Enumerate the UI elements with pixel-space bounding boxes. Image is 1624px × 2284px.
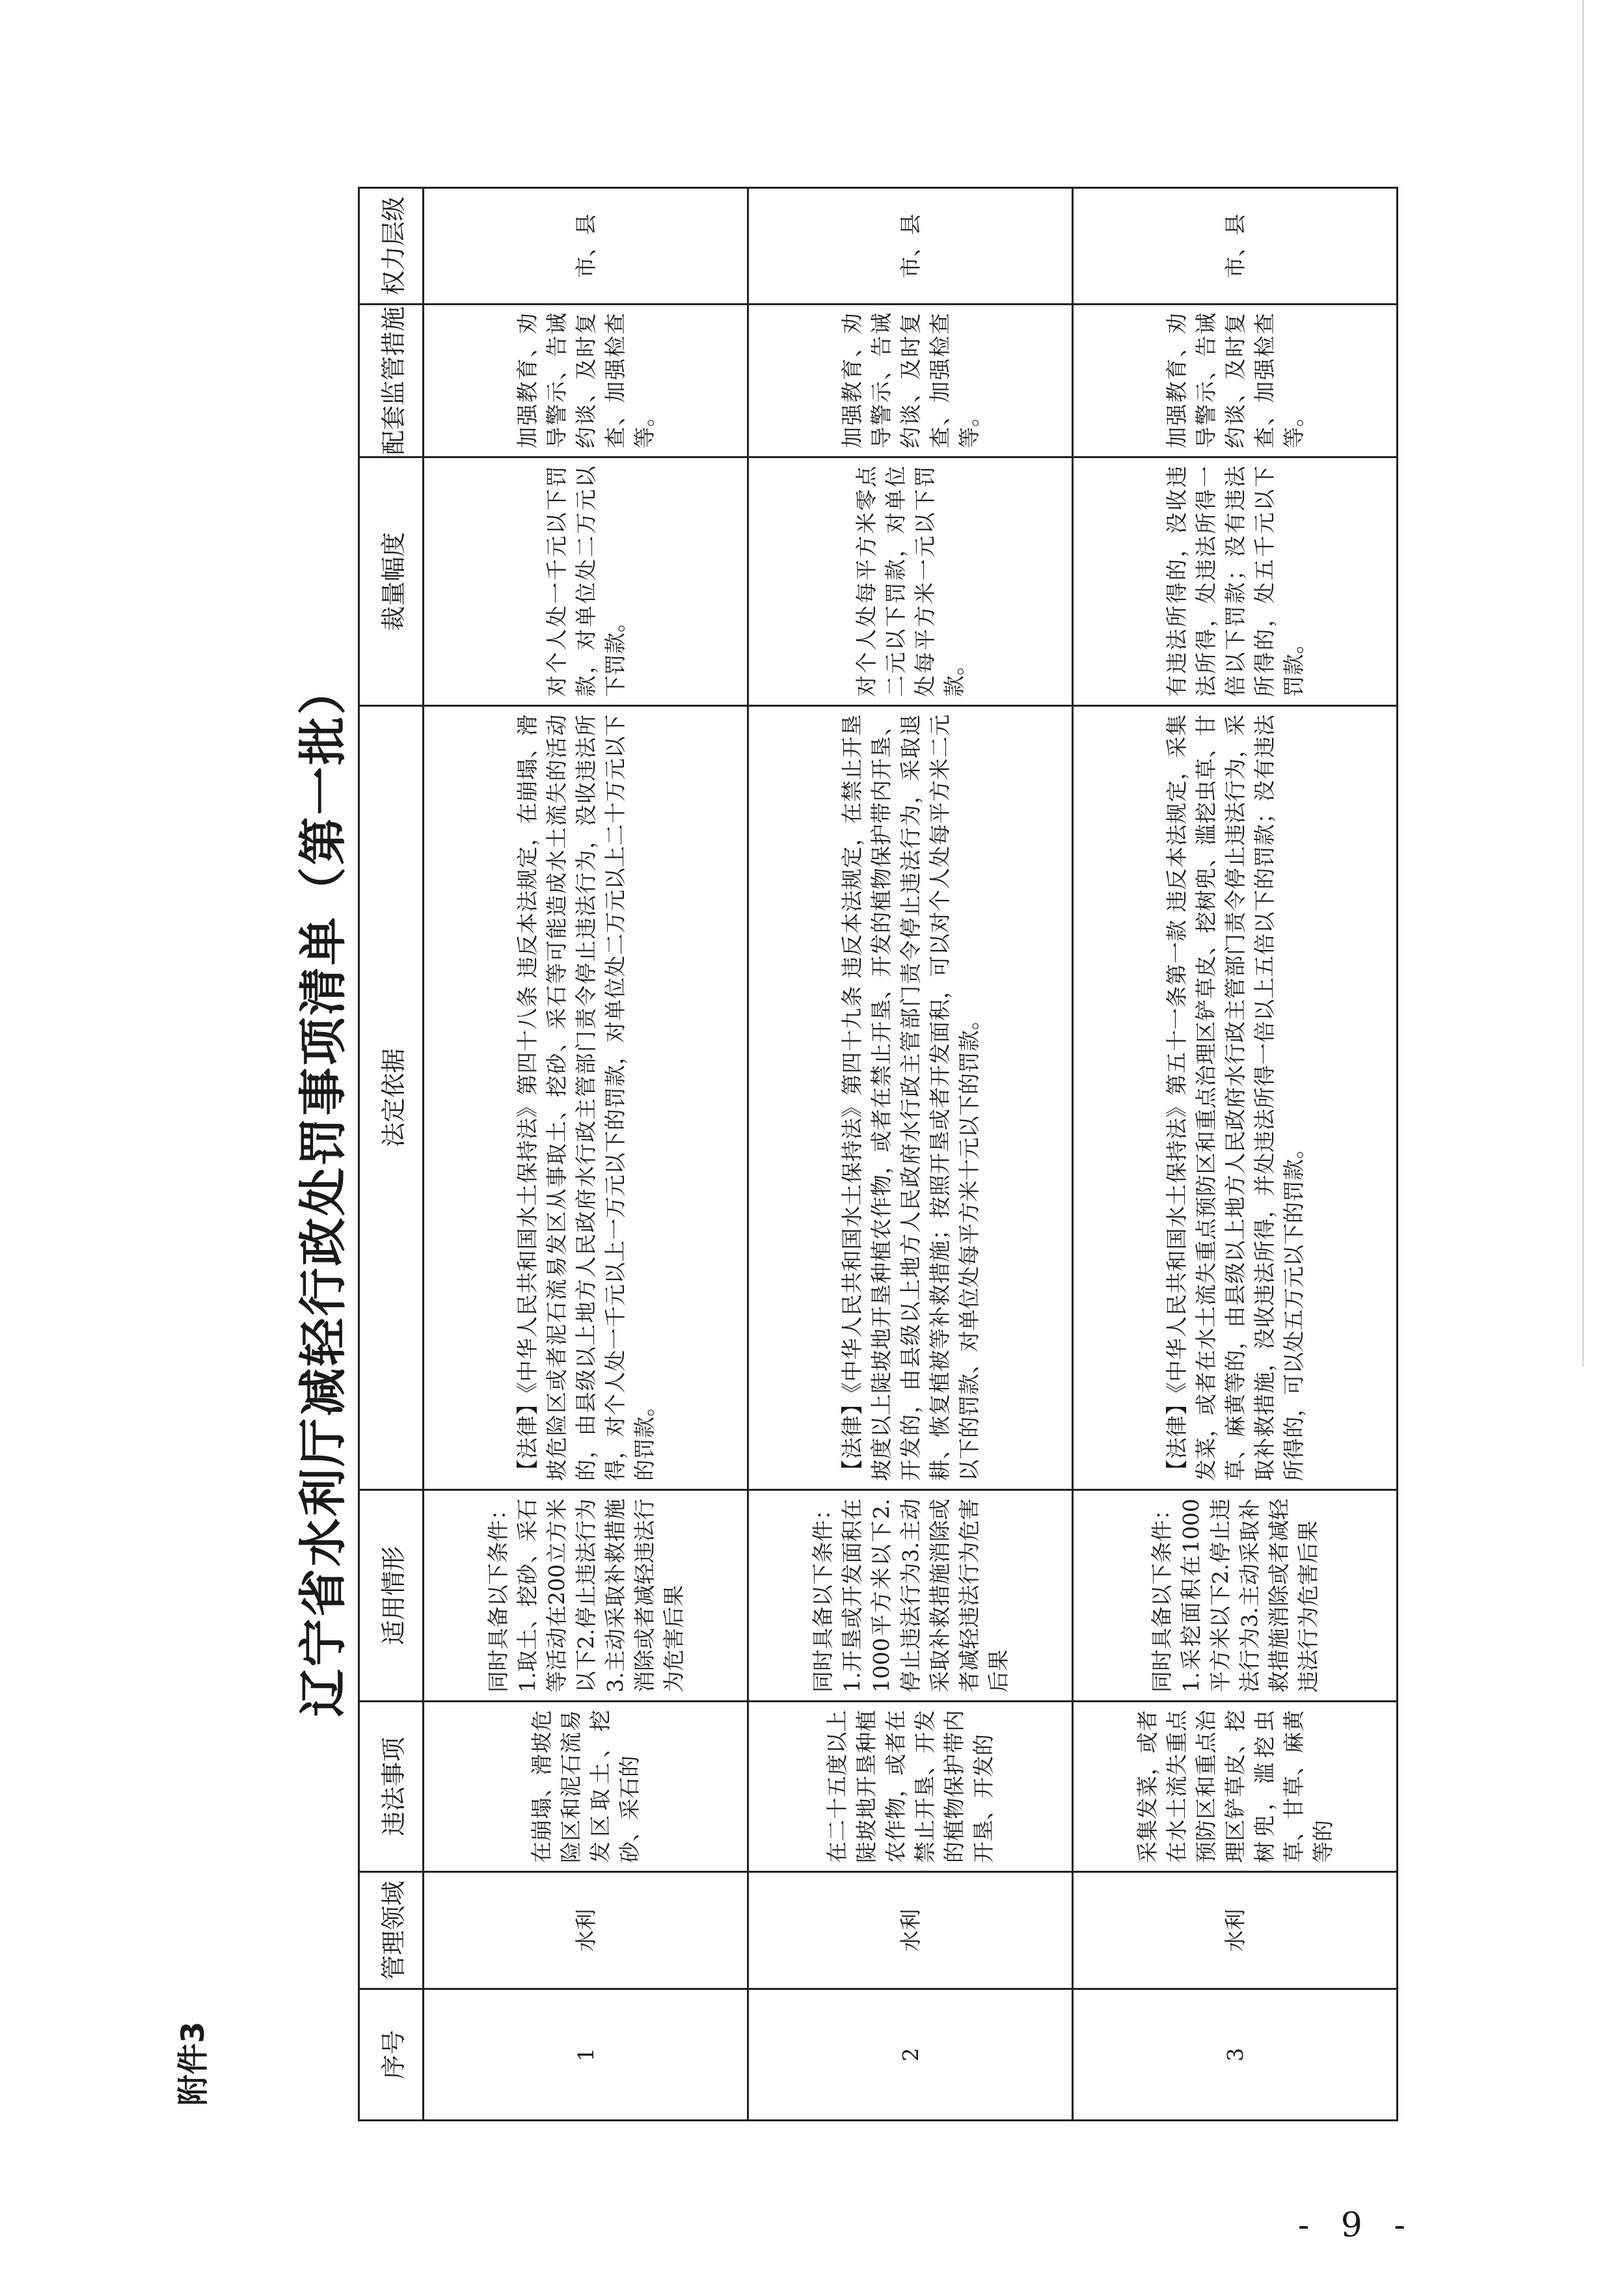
- cell-no: 2: [748, 1989, 1073, 2121]
- header-conditions: 适用情形: [359, 1490, 424, 1702]
- cell-domain: 水利: [748, 1872, 1073, 1989]
- cell-item: 采集发菜，或者在水土流失重点预防区和重点治理区铲草皮、挖树兜，滥挖虫草、甘草、麻黄等的: [1073, 1702, 1398, 1872]
- cell-no: 3: [1073, 1989, 1398, 2121]
- cell-domain: 水利: [424, 1872, 748, 1989]
- penalty-items-table: [358, 187, 1398, 2121]
- cell-level: 市、县: [748, 188, 1073, 305]
- cell-conditions: 同时具备以下条件：1.取土、挖砂、采石等活动在200立方米以下2.停止违法行为3.主动采取补救措施消除或者减轻违法行为危害后果: [424, 1490, 748, 1702]
- attachment-label: 附件3: [175, 2021, 211, 2106]
- cell-no: 1: [424, 1989, 748, 2121]
- cell-item: 在崩塌、滑坡危险区和泥石流易发区取土、挖砂、采石的: [424, 1702, 748, 1872]
- header-domain: 管理领域: [359, 1872, 424, 1989]
- cell-measures: 加强教育、劝导警示、告诫约谈、及时复查、加强检查等。: [1073, 305, 1398, 457]
- cell-conditions: 同时具备以下条件：1.开垦或开发面积在1000平方米以下2.停止违法行为3.主动采取补救措施消除或者减轻违法行为危害后果: [748, 1490, 1073, 1702]
- page-number: - 9 -: [1297, 2206, 1416, 2245]
- cell-conditions: 同时具备以下条件：1.采挖面积在1000平方米以下2.停止违法行为3.主动采取补救措施消除或者减轻违法行为危害后果: [1073, 1490, 1398, 1702]
- cell-measures: 加强教育、劝导警示、告诫约谈、及时复查、加强检查等。: [424, 305, 748, 457]
- header-item: 违法事项: [359, 1702, 424, 1872]
- cell-basis: 【法律】《中华人民共和国水土保持法》第五十一条第一款 违反本法规定，采集发菜，或者在水土流失重点预防区和重点治理区铲草皮、挖树兜、滥挖虫草、甘草、麻黄等的，由县级以上地方人民政府水行政主管部门责令停止违法行为，采取补救措施，没收违法所得，并处违法所得一倍以上五倍以下的罚款；没有违法所得的，可以处五万元以下的罚款。: [1073, 706, 1398, 1490]
- cell-range: 对个人处每平方米零点二元以下罚款，对单位处每平方米一元以下罚款。: [748, 457, 1073, 706]
- header-measures: 配套监管措施: [359, 305, 424, 457]
- document-title: 辽宁省水利厅减轻行政处罚事项清单（第一批）: [295, 664, 351, 1717]
- cell-level: 市、县: [424, 188, 748, 305]
- cell-range: 有违法所得的，没收违法所得，处违法所得一倍以下罚款；没有违法所得的，处五千元以下罚款。: [1073, 457, 1398, 706]
- table-row: [1073, 188, 1398, 2121]
- header-basis: 法定依据: [359, 706, 424, 1490]
- table-row: [424, 188, 748, 2121]
- cell-item: 在二十五度以上陡坡地开垦种植农作物，或者在禁止开垦、开发的植物保护带内开垦、开发的: [748, 1702, 1073, 1872]
- rotated-landscape-content: [161, 169, 1450, 2121]
- cell-level: 市、县: [1073, 188, 1398, 305]
- cell-basis: 【法律】《中华人民共和国水土保持法》第四十九条 违反本法规定，在禁止开垦坡度以上陡坡地开垦种植农作物，或者在禁止开垦、开发的植物保护带内开垦、开发的，由县级以上地方人民政府水行政主管部门责令停止违法行为，采取退耕、恢复植被等补救措施；按照开垦或者开发面积，可以对个人处每平方米二元以下的罚款、对单位处每平方米十元以下的罚款。: [748, 706, 1073, 1490]
- header-level: 权力层级: [359, 188, 424, 305]
- table-row: [748, 188, 1073, 2121]
- binding-edge-line: [1582, 0, 1584, 1366]
- cell-range: 对个人处一千元以下罚款，对单位处二万元以下罚款。: [424, 457, 748, 706]
- header-no: 序号: [359, 1989, 424, 2121]
- cell-measures: 加强教育、劝导警示、告诫约谈、及时复查、加强检查等。: [748, 305, 1073, 457]
- cell-basis: 【法律】《中华人民共和国水土保持法》第四十八条 违反本法规定，在崩塌、滑坡危险区或者泥石流易发区从事取土、挖砂、采石等可能造成水土流失的活动的，由县级以上地方人民政府水行政主管部门责令停止违法行为，没收违法所得，对个人处一千元以上一万元以下的罚款，对单位处二万元以上二十万元以下的罚款。: [424, 706, 748, 1490]
- cell-domain: 水利: [1073, 1872, 1398, 1989]
- header-range: 裁量幅度: [359, 457, 424, 706]
- table-header-row: [359, 188, 424, 2121]
